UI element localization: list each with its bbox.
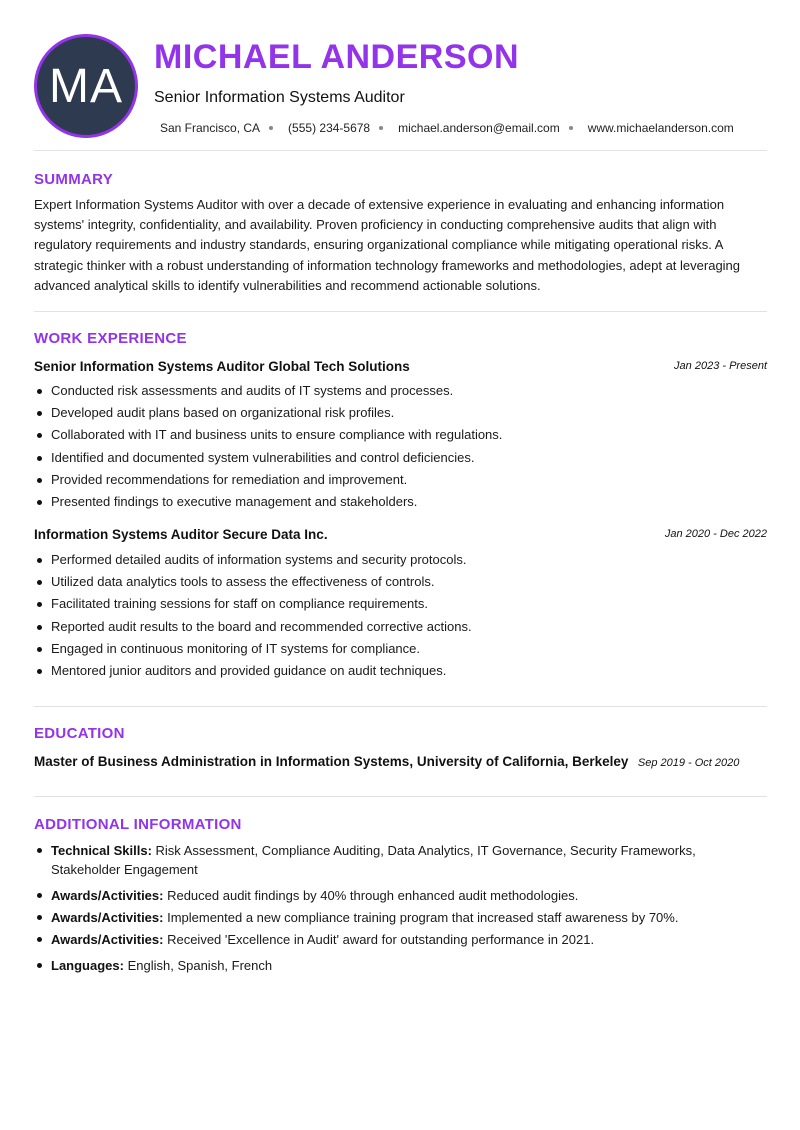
divider — [34, 706, 767, 707]
list-item: Reported audit results to the board and recommended corrective actions. — [34, 616, 767, 638]
divider — [34, 796, 767, 797]
list-item: Collaborated with IT and business units to ensure compliance with regulations. — [34, 424, 767, 446]
list-item: Engaged in continuous monitoring of IT systems for compliance. — [34, 638, 767, 660]
education-dates: Sep 2019 - Oct 2020 — [637, 757, 740, 769]
list-item: Provided recommendations for remediation and improvement. — [34, 469, 767, 491]
divider — [34, 150, 767, 151]
education-heading: EDUCATION — [34, 725, 125, 742]
item-text: Implemented a new compliance training program that increased staff awareness by 70%. — [163, 910, 679, 925]
additional-info-list — [34, 841, 767, 975]
list-item: Facilitated training sessions for staff on compliance requirements. — [34, 593, 767, 615]
list-item: Performed detailed audits of information systems and security protocols. — [34, 549, 767, 571]
list-item — [34, 886, 767, 905]
work-experience-heading: WORK EXPERIENCE — [34, 330, 187, 347]
item-text: English, Spanish, French — [123, 958, 273, 973]
resume-header — [34, 34, 767, 138]
item-label: Technical Skills: — [51, 843, 152, 858]
separator-dot — [269, 126, 273, 130]
job-header — [34, 359, 767, 377]
job-header — [34, 527, 767, 545]
summary-heading: SUMMARY — [34, 171, 114, 188]
candidate-title: Senior Information Systems Auditor — [154, 89, 405, 106]
list-item: Mentored junior auditors and provided guidance on audit techniques. — [34, 660, 767, 682]
job-title: Senior Information Systems Auditor Global Tech Solutions — [34, 359, 410, 374]
avatar — [34, 34, 138, 138]
list-item: Conducted risk assessments and audits of IT systems and processes. — [34, 380, 767, 402]
item-text: Reduced audit findings by 40% through enhanced audit methodologies. — [163, 888, 579, 903]
item-text: Risk Assessment, Compliance Auditing, Data Analytics, IT Governance, Security Frameworks, Stakeholder Engagement — [51, 843, 696, 877]
job-title: Information Systems Auditor Secure Data Inc. — [34, 527, 328, 542]
item-label: Awards/Activities: — [51, 910, 164, 925]
divider — [34, 311, 767, 312]
additional-info-heading: ADDITIONAL INFORMATION — [34, 816, 242, 833]
contact-phone: (555) 234-5678 — [288, 121, 371, 135]
list-item — [34, 956, 767, 975]
separator-dot — [569, 126, 573, 130]
avatar-initials: MA — [49, 59, 123, 113]
education-entry — [34, 753, 769, 773]
separator-dot — [379, 126, 383, 130]
contact-location: San Francisco, CA — [160, 121, 261, 135]
summary-text: Expert Information Systems Auditor with over a decade of extensive experience in evaluating and enhancing information systems' integrity, confidentiality, and availability. Proven proficiency in conducting comprehensive audits that align with regulatory requirements and industry standards, ensuring organizational compliance while mitigating operational risks. A strategic thinker with a robust understanding of information technology frameworks and methodologies, adept at leveraging advanced analytical skills to identify vulnerabilities and recommend actionable solutions. — [34, 197, 741, 293]
job-bullets — [34, 549, 767, 682]
job-bullets — [34, 380, 767, 513]
item-text: Received 'Excellence in Audit' award for outstanding performance in 2021. — [163, 932, 595, 947]
job-dates: Jan 2020 - Dec 2022 — [664, 528, 767, 540]
contact-list — [160, 121, 734, 135]
contact-email[interactable]: michael.anderson@email.com — [398, 121, 560, 135]
list-item — [34, 908, 767, 927]
list-item: Presented findings to executive management and stakeholders. — [34, 491, 767, 513]
candidate-name: MICHAEL ANDERSON — [154, 38, 520, 76]
item-label: Awards/Activities: — [51, 888, 164, 903]
list-item — [34, 930, 767, 949]
item-label: Awards/Activities: — [51, 932, 164, 947]
job-dates: Jan 2023 - Present — [674, 360, 767, 372]
list-item — [34, 841, 767, 879]
degree: Master of Business Administration in Information Systems, University of California, Berkeley — [34, 754, 629, 769]
contact-website[interactable]: www.michaelanderson.com — [587, 121, 734, 135]
item-label: Languages: — [51, 958, 124, 973]
list-item: Identified and documented system vulnerabilities and control deficiencies. — [34, 447, 767, 469]
list-item: Developed audit plans based on organizational risk profiles. — [34, 402, 767, 424]
list-item: Utilized data analytics tools to assess the effectiveness of controls. — [34, 571, 767, 593]
